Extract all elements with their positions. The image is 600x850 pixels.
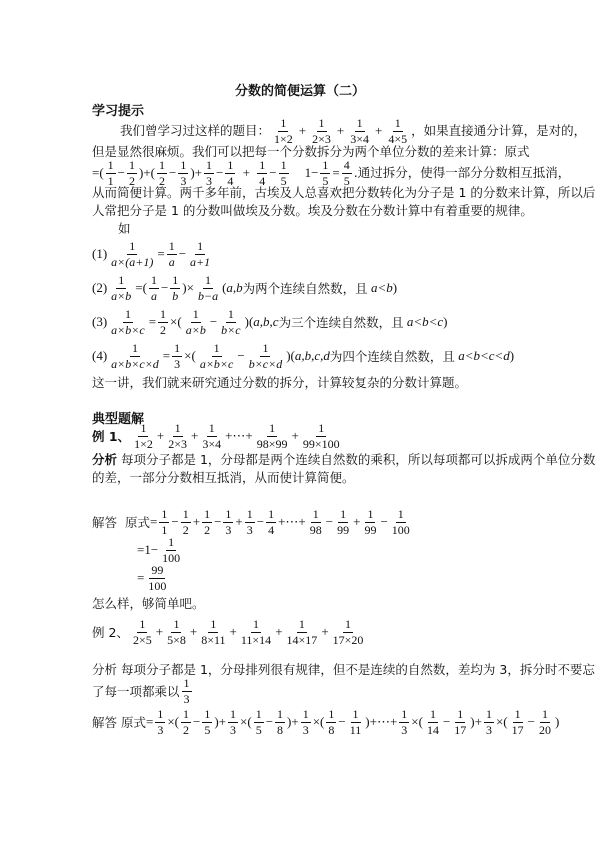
rule-4: (4) $\frac{1}{a\times b\times c\times d}$ = $\frac{1}{3}$ ×( $\frac{1}{a\times b\times c}$ − $\frac{1}{b\times c\times d}$ )( a,b,c,d 为四个连续自然数，且 a<b<c<d ) bbox=[92, 340, 515, 371]
solution-label: 解答 bbox=[92, 515, 118, 530]
section-heading-tips: 学习提示 bbox=[92, 104, 145, 119]
example-2: 例 2、 $\frac{1}{2\times 5}$ + $\frac{1}{5\times 8}$ + $\frac{1}{8\times 11}$ + $\frac{1}{11\times 14}$ + $\frac{1}{14\times 17}$ + $\frac{1}{17\times 20}$ bbox=[92, 616, 364, 647]
intro-text-3: .通过拆分，使得一部分分数相互抵消， bbox=[353, 165, 571, 180]
ru-label: 如 bbox=[118, 221, 131, 236]
intro-line-2: 但是显然很麻烦。我们可以把每一个分数拆分为两个单位分数的差来计算：原式 bbox=[92, 144, 530, 159]
rule-2-text: 为两个连续自然数，且 bbox=[242, 281, 368, 296]
rule-2: (2) $\frac{1}{a\times b}$ =( $\frac{1}{a}$ − $\frac{1}{b}$ )× $\frac{1}{b-a}$ ( a,b 为两个连续自然数，且 a<b ) bbox=[92, 272, 398, 303]
example-2-analysis-1: 分析 每项分子都是 1，分母排列很有规律，但不是连续的自然数，差均为 3，拆分时不要忘 bbox=[92, 662, 595, 677]
original-label: 原式 bbox=[125, 515, 151, 530]
example-2-solution-label: 解答 原式 bbox=[92, 715, 146, 730]
intro-text-start: 我们曾学习过这样的题目： bbox=[120, 123, 271, 138]
lecture-text: 这一讲，我们就来研究通过分数的拆分，计算较复杂的分数计算题。 bbox=[92, 375, 468, 390]
example-1-step-2: =1− $\frac{1}{100}$ bbox=[137, 534, 181, 565]
intro-line-5: 人常把分子是 1 的分数叫做埃及分数。埃及分数在分数计算中有着重要的规律。 bbox=[92, 203, 533, 218]
example-1-analysis-1 bbox=[92, 450, 595, 470]
example-2-label: 例 2、 bbox=[92, 625, 129, 640]
example-1: 例 1、 $\frac{1}{1\times 2}$ + $\frac{1}{2\times 3}$ + $\frac{1}{3\times 4}$ +⋯+ $\frac{1}{98\times 99}$ + $\frac{1}{99\times 100}$ bbox=[92, 420, 340, 451]
rule-4-text: 为四个连续自然数，且 bbox=[329, 349, 455, 364]
simple-remark: 怎么样，够简单吧。 bbox=[92, 596, 205, 611]
intro-split-expression: =( $\frac{1}{1}$ − $\frac{1}{2}$ )+( $\frac{1}{2}$ − $\frac{1}{3}$ )+ $\frac{1}{3}$ − $\frac{1}{4}$ + $\frac{1}{4}$ − $\frac{1}{5}$ 1− $\frac{1}{5}$ = $\frac{4}{5}$ bbox=[92, 157, 350, 188]
example-1-label: 例 1、 bbox=[92, 429, 131, 444]
example-2-analysis-2: 了每一项都乘以 $\frac{1}{3}$ bbox=[92, 675, 190, 706]
rule-3: (3) $\frac{1}{a\times b\times c}$ = $\frac{1}{2}$ ×( $\frac{1}{a\times b}$ − $\frac{1}{b\times c}$ )( a,b,c 为三个连续自然数，且 a<b<c ) bbox=[92, 306, 448, 337]
section-heading-examples: 典型题解 bbox=[92, 412, 145, 427]
analysis-label: 分析 bbox=[92, 452, 118, 467]
example-1-solution: 解答 原式 = $\frac{1}{1}$ − $\frac{1}{2}$ + $\frac{1}{2}$ − $\frac{1}{3}$ + $\frac{1}{3}$ − $\frac{1}{4}$ +⋯+ $\frac{1}{98}$ − $\frac{1}{99}$ + $\frac{1}{99}$ − $\frac{1}{100}$ bbox=[92, 506, 410, 537]
rule-3-text: 为三个连续自然数，且 bbox=[278, 315, 404, 330]
page-title: 分数的简便运算（二） bbox=[234, 84, 365, 99]
example-2-analysis-text: 了每一项都乘以 bbox=[92, 684, 180, 699]
intro-line-4: 从而简便计算。两千多年前，古埃及人总喜欢把分数转化为分子是 1 的分数来计算，所以后 bbox=[92, 185, 596, 200]
analysis-text-1: 每项分子都是 1，分母都是两个连续自然数的乘积，所以每项都可以拆成两个单位分数 bbox=[121, 452, 596, 467]
example-2-solution: 解答 原式 = $\frac{1}{3}$ ×( $\frac{1}{2}$ − $\frac{1}{5}$ )+ $\frac{1}{3}$ ×( $\frac{1}{5}$ − $\frac{1}{8}$ )+ $\frac{1}{3}$ ×( $\frac{1}{8}$ − $\frac{1}{11}$ )+⋯+ $\frac{1}{3}$ ×( $\frac{1}{14}$ − $\frac{1}{17}$ )+ $\frac{1}{3}$ ×( $\frac{1}{17}$ − $\frac{1}{20}$ ) bbox=[92, 706, 560, 737]
intro-fraction-sum: $\frac{1}{1\times 2}$ + $\frac{1}{2\times 3}$ + $\frac{1}{3\times 4}$ + $\frac{1}{4\times 5}$ bbox=[274, 115, 408, 146]
example-1-analysis-2: 的差，一部分分数相互抵消，从而使计算简便。 bbox=[92, 470, 355, 485]
intro-text-end: ，如果直接通分计算，是对的， bbox=[411, 123, 587, 138]
rule-1: (1) $\frac{1}{a\times(a+1)}$ = $\frac{1}{a}$ − $\frac{1}{a+1}$ bbox=[92, 238, 211, 269]
example-1-step-3: = $\frac{99}{100}$ bbox=[137, 562, 167, 593]
